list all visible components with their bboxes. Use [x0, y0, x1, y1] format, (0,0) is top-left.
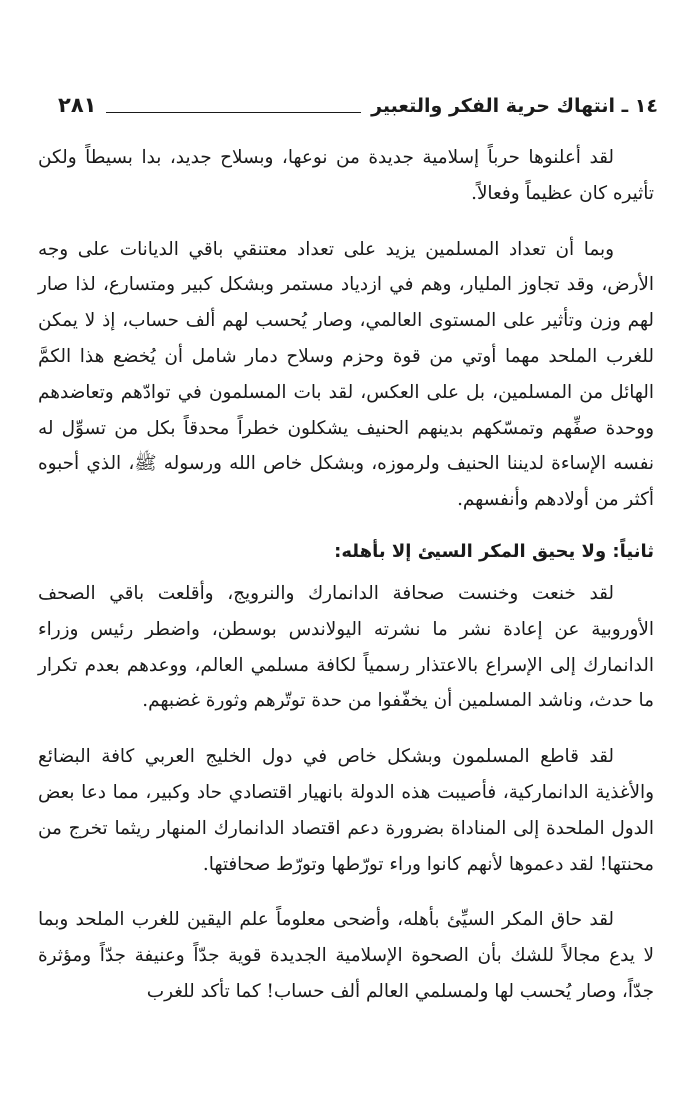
page-number: ٢٨١ [58, 93, 97, 117]
paragraph: لقد حاق المكر السيِّئ بأهله، وأضحى معلوماً علم اليقين للغرب الملحد وبما لا يدع مجالاً للشك بأن الصحوة الإسلامية الجديدة قوية جدّاً وعنيفة جدّاً ومؤثرة جدّاً، وصار يُحسب لها ولمسلمي العالم ألف حساب! كما تأكد للغرب [38, 909, 654, 1002]
paragraph: وبما أن تعداد المسلمين يزيد على تعداد معتنقي باقي الديانات على وجه الأرض، وقد تجاوز المليار، وهم في ازدياد مستمر وبشكل كبير ومتسارع، لذا صار لهم وزن وتأثير على المستوى العالمي، وصار يُحسب لهم ألف حساب، إذ لا يمكن للغرب الملحد مهما أوتي من قوة وحزم وسلاح دمار شامل أن يُخضع هذا الكمَّ الهائل من المسلمين، بل على العكس، لقد بات المسلمون في توادّهم وتعاضدهم ووحدة صفِّهم وتمسّكهم بدينهم الحنيف يشكلون خطراً محدقاً بكل من تسوِّل له نفسه الإساءة لديننا الحنيف ولرموزه، وبشكل خاص الله ورسوله ﷺ، الذي أحبوه أكثر من أولادهم وأنفسهم. [38, 238, 654, 511]
running-header [58, 86, 658, 116]
body-text [38, 140, 654, 1010]
chapter-title: ١٤ ـ انتهاك حرية الفكر والتعبير [371, 95, 658, 117]
paragraph: لقد خنعت وخنست صحافة الدانمارك والنرويج، وأقلعت باقي الصحف الأوروبية عن إعادة نشر ما نشرته اليولاندس بوسطن، واضطر رئيس وزراء الدانمارك إلى الإسراع بالاعتذار رسمياً لكافة مسلمي العالم، ووعدهم بعدم تكرار ما حدث، وناشد المسلمين أن يخفّفوا من حدة توتّرهم وثورة غضبهم. [38, 582, 654, 712]
section-heading: ثانياً: ولا يحيق المكر السيئ إلا بأهله: [334, 540, 654, 562]
header-rule [106, 112, 361, 113]
paragraph: لقد أعلنوها حرباً إسلامية جديدة من نوعها، وبسلاح جديد، بدا بسيطاً ولكن تأثيره كان عظيماً وفعالاً. [38, 147, 654, 204]
paragraph: لقد قاطع المسلمون وبشكل خاص في دول الخليج العربي كافة البضائع والأغذية الدانماركية، فأصيبت هذه الدولة بانهيار اقتصادي حاد وكبير، مما دعا بعض الدول الملحدة إلى المناداة بضرورة دعم اقتصاد الدانمارك المنهار ريثما تخرج من محنتها! لقد دعموها لأنهم كانوا وراء تورّطها وتورّط صحافتها. [38, 746, 654, 875]
